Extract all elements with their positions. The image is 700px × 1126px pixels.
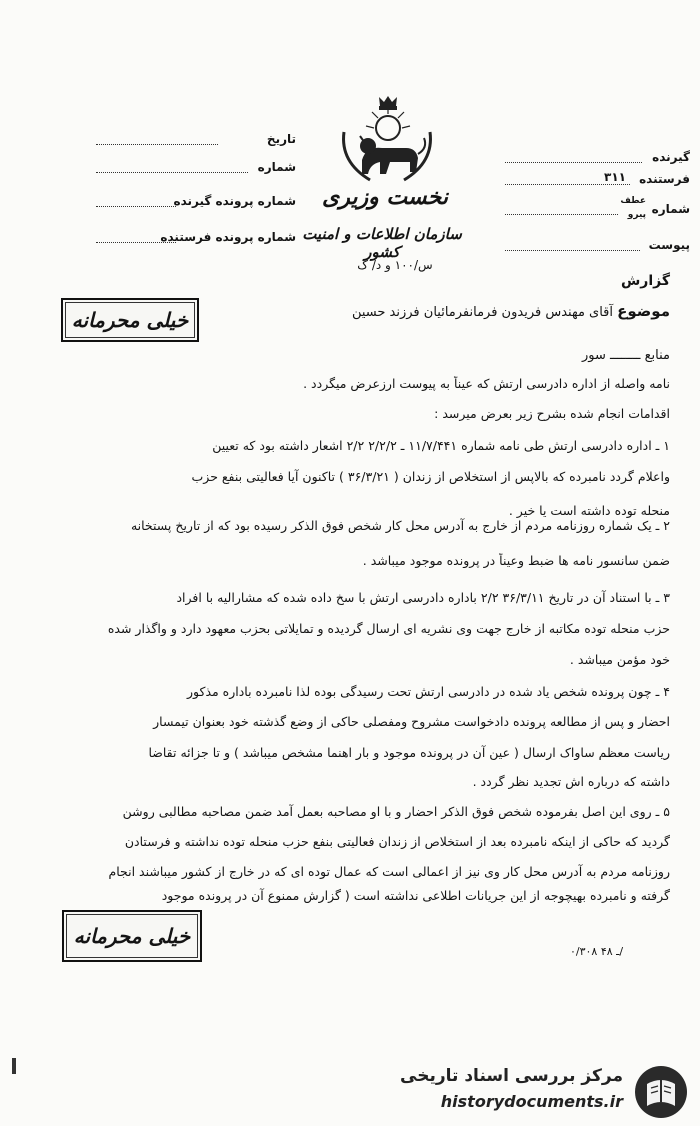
date-field: [96, 132, 296, 156]
margin-mark: [12, 1058, 16, 1074]
subject-line: [205, 302, 670, 320]
book-shield-logo-icon: [633, 1064, 689, 1120]
body-line: ۳ ـ با استناد آن در تاریخ ۳۶/۳/۱۱ ۲/۲ باداره دادرسی ارتش با سخ داده شده که مشارالیه با افراد: [176, 590, 670, 605]
recipient-file-label: شماره پرونده گیرنده: [173, 194, 296, 208]
body-line: منحله توده داشته است یا خیر .: [508, 503, 670, 518]
body-line: روزنامه مردم به آدرس محل کار وی نیز از اعمالی است که عمال توده ای که در خارج از کشور میباشند انجام: [108, 864, 670, 879]
body-line: حزب منحله توده مکاتبه از خارج جهت وی نشریه ای ارسال گردیده و تمایلاتی بحزب معهود دارد و واگذار شده: [107, 621, 670, 636]
peyro-label: پیرو: [627, 210, 646, 220]
date-label: تاریخ: [266, 132, 296, 146]
recipient-dotted-line: [505, 162, 642, 163]
attachment-label: پیوست: [648, 238, 690, 252]
sender-value: ۳۱۱: [604, 170, 626, 184]
ministry-title: نخست وزیری: [322, 185, 448, 210]
number-dotted-line: [96, 172, 248, 173]
body-line: احضار و پس از مطالعه پرونده دادخواست مشروح ومفصلی حاکی از وضع گذشته خود بعنوان تیمسار: [153, 714, 670, 729]
body-line: ضمن سانسور نامه ها ضبط وعیناً در پرونده موجود میباشد .: [362, 553, 670, 568]
watermark-title: مرکز بررسی اسناد تاریخی: [400, 1066, 623, 1086]
classification-stamp-bottom: خیلی محرمانه: [62, 910, 202, 962]
reference-code: س/۱۰۰ و د/ ک: [357, 258, 433, 272]
recipient-file-field: [96, 194, 296, 218]
body-line: گردید که حاکی از اینکه نامبرده بعد از استخلاص از زندان فعالیتی بنفع حزب منحله توده نداشته و فرستادن: [124, 834, 670, 849]
number-field: [96, 160, 296, 184]
recipient-file-dotted-line: [96, 206, 176, 207]
body-line: ۱ ـ اداره دادرسی ارتش طی نامه شماره ۱۱/۷/۴۴۱ ـ ۲/۲/۲ ۲/۲ اشعار داشته بود که تعیین: [212, 438, 670, 453]
organization-title: سازمان اطلاعات و امنیت کشور: [302, 225, 462, 261]
body-line: داشته که درباره اش تجدید نظر گردد .: [472, 774, 670, 789]
letter-number-label: شماره: [651, 202, 690, 216]
file-code: ۰/۳۰۸ ـ ۴۸/: [570, 945, 624, 958]
sender-file-field: [96, 230, 296, 254]
body-line: نامه واصله از اداره دادرسی ارتش که عیناً به پیوست ارزعرض میگردد .: [303, 376, 670, 391]
date-dotted-line: [96, 144, 218, 145]
sender-label: فرستنده: [639, 172, 690, 186]
sender-field: [505, 172, 690, 196]
letter-number-field: [505, 196, 690, 226]
report-label: گزارش: [620, 273, 670, 289]
number-label: شماره: [257, 160, 296, 174]
atf-label: عطف: [620, 196, 646, 206]
subject-label: موضوع: [617, 302, 670, 320]
body-line: خود مؤمن میباشد .: [569, 652, 670, 667]
body-line: ۲ ـ یک شماره روزنامه مردم از خارج به آدرس محل کار شخص فوق الذکر رسیده بود که از تاریخ پستخانه: [130, 518, 670, 533]
sender-file-label: شماره پرونده فرستنده: [160, 230, 296, 244]
watermark: [400, 1062, 695, 1120]
lion-and-sun-emblem-icon: [330, 92, 440, 192]
body-line: ریاست معظم ساواک ارسال ( عین آن در پرونده موجود و بار اهنما مشخص میباشد ) و تا جزائه تقاضا: [148, 745, 670, 760]
classification-stamp-top: خیلی محرمانه: [61, 298, 199, 342]
body-line: ۴ ـ چون پرونده شخص یاد شده در دادرسی ارتش تحت رسیدگی بوده لذا نامبرده باداره مذکور: [187, 684, 670, 699]
watermark-url: historydocuments.ir: [440, 1092, 623, 1111]
letter-number-dotted-line: [505, 214, 618, 215]
salutation: منابع ــــــــ سور: [581, 348, 670, 363]
sender-dotted-line: [505, 184, 630, 185]
attachment-field: [505, 238, 690, 262]
body-line: اقدامات انجام شده بشرح زیر بعرض میرسد :: [434, 406, 670, 421]
body-line: واعلام گردد نامبرده که بالاپس از استخلاص از زندان ( ۳۶/۳/۲۱ ) تاکنون آیا فعالیتی بنفع حزب: [191, 469, 670, 484]
attachment-dotted-line: [505, 250, 640, 251]
body-line: گرفته و نامبرده بهیچوجه از این جریانات اطلاعی نداشته است ( گزارش ممنوع آن در پرونده موجود: [161, 888, 670, 903]
recipient-label: گیرنده: [652, 150, 690, 164]
recipient-field: [505, 150, 690, 174]
body-line: ۵ ـ روی این اصل بفرموده شخص فوق الذکر احضار و با او مصاحبه بعمل آمد ضمن مصاحبه مطالبی روشن: [122, 804, 670, 819]
sender-file-dotted-line: [96, 242, 176, 243]
subject-text: آقای مهندس فریدون فرمانفرمائیان فرزند حسین: [351, 305, 614, 320]
